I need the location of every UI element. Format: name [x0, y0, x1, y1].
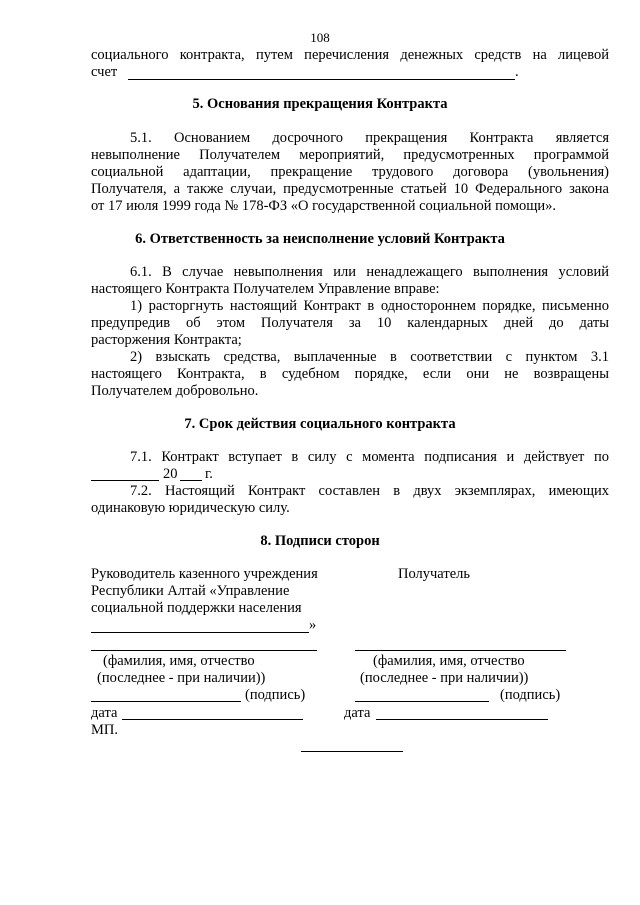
- section-5-line: от 17 июля 1999 года № 178-ФЗ «О государственной социальной помощи».: [91, 198, 557, 214]
- section-7-line-4: одинаковую юридическую силу.: [91, 500, 290, 516]
- section-5-heading: 5. Основания прекращения Контракта: [192, 96, 448, 112]
- right-signature-blank-line: [355, 701, 489, 702]
- section-6-heading: 6. Ответственность за неисполнение условий Контракта: [135, 231, 505, 247]
- section-6-line: настоящего Контракта, в судебном порядке, если они не возвращены: [91, 366, 609, 382]
- quote-close: »: [309, 617, 317, 633]
- right-date-label: дата: [344, 705, 371, 721]
- left-fio-caption-2: (последнее - при наличии)): [97, 670, 266, 686]
- date-blank-line: [91, 480, 159, 481]
- intro-line-2-prefix: счет: [91, 64, 118, 80]
- right-fio-blank-line: [355, 650, 566, 651]
- section-7-line-3: 7.2. Настоящий Контракт составлен в двух экземплярах, имеющих: [130, 483, 609, 499]
- right-fio-caption: (фамилия, имя, отчество: [373, 653, 525, 669]
- section-5-line: Получателя, а также случаи, предусмотренные статьей 10 Федерального закона: [91, 181, 609, 197]
- closing-separator-line: [301, 751, 403, 752]
- year-suffix: г.: [205, 466, 213, 482]
- right-signature-label: (подпись): [500, 687, 561, 703]
- intro-line-2-suffix: .: [515, 64, 519, 80]
- section-5-line: 5.1. Основанием досрочного прекращения Контракта является: [130, 130, 609, 146]
- section-6-line: расторжения Контракта;: [91, 332, 242, 348]
- section-6-line: 1) расторгнуть настоящий Контракт в одностороннем порядке, письменно: [130, 298, 609, 314]
- left-fio-blank-line: [91, 650, 317, 651]
- section-7-line-1: 7.1. Контракт вступает в силу с момента подписания и действует по: [130, 449, 609, 465]
- year-label: 20: [163, 466, 178, 482]
- section-6-line: Получателем добровольно.: [91, 383, 259, 399]
- right-date-blank-line: [376, 719, 548, 720]
- section-8-heading: 8. Подписи сторон: [260, 533, 380, 549]
- section-6-line: 2) взыскать средства, выплаченные в соответствии с пунктом 3.1: [130, 349, 609, 365]
- section-6-line: настоящего Контракта Получателем Управление вправе:: [91, 281, 440, 297]
- org-line: социальной поддержки населения: [91, 600, 302, 616]
- left-fio-caption: (фамилия, имя, отчество: [103, 653, 255, 669]
- left-date-blank-line: [122, 719, 303, 720]
- org-name-blank-line: [91, 632, 309, 633]
- right-fio-caption-2: (последнее - при наличии)): [360, 670, 529, 686]
- page-number: 108: [310, 30, 330, 45]
- section-7-heading: 7. Срок действия социального контракта: [184, 416, 456, 432]
- left-date-label: дата: [91, 705, 118, 721]
- org-line: Республики Алтай «Управление: [91, 583, 290, 599]
- stamp-label: МП.: [91, 722, 118, 738]
- section-5-line: социальной адаптации, прекращение трудового договора (увольнения): [91, 164, 609, 180]
- recipient-title: Получатель: [398, 566, 470, 582]
- intro-line-1: социального контракта, путем перечисления денежных средств на лицевой: [91, 47, 609, 63]
- section-6-line: предупредив об этом Получателя за 10 календарных дней до даты: [91, 315, 609, 331]
- org-line: Руководитель казенного учреждения: [91, 566, 318, 582]
- left-signature-blank-line: [91, 701, 241, 702]
- account-blank-line: [128, 79, 515, 80]
- section-6-line: 6.1. В случае невыполнения или ненадлежащего выполнения условий: [130, 264, 609, 280]
- section-5-line: невыполнение Получателем мероприятий, предусмотренных программой: [91, 147, 609, 163]
- year-blank-line: [180, 480, 202, 481]
- left-signature-label: (подпись): [245, 687, 306, 703]
